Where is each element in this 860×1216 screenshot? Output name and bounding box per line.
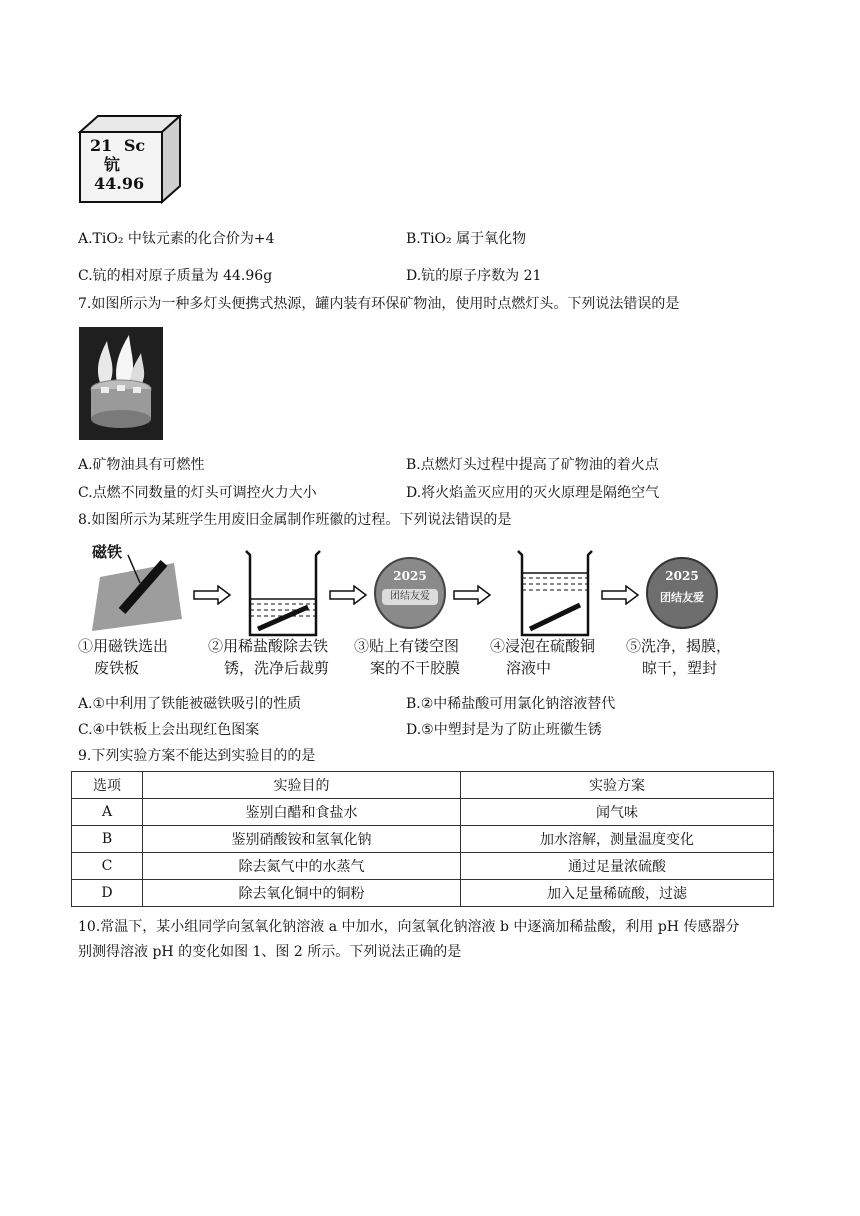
- magnet-label: 磁铁: [92, 543, 123, 561]
- finished-badge: 2025 团结友爱: [646, 557, 718, 629]
- atomic-mass: 44.96: [94, 174, 145, 193]
- q8-option-c: C.④中铁板上会出现红色图案: [78, 722, 260, 738]
- q8-option-a: A.①中利用了铁能被磁铁吸引的性质: [78, 696, 302, 712]
- q6-option-d: D.钪的原子序数为 21: [406, 268, 542, 284]
- q8-option-d: D.⑤中塑封是为了防止班徽生锈: [406, 722, 602, 738]
- beaker-copper-sulfate: [514, 547, 596, 639]
- step-1-label: ①用磁铁选出 废铁板: [78, 637, 169, 677]
- arrow-right-icon: [600, 585, 640, 605]
- beaker-hydrochloric-acid: [242, 547, 324, 639]
- q6-option-b: B.TiO₂ 属于氧化物: [406, 231, 527, 247]
- table-row: D 除去氧化铜中的铜粉 加入足量稀硫酸，过滤: [72, 880, 774, 907]
- atomic-number: 21: [90, 136, 113, 155]
- step-2-label: ②用稀盐酸除去铁 锈，洗净后裁剪: [208, 637, 330, 677]
- step-4-label: ④浸泡在硫酸铜 溶液中: [490, 637, 596, 677]
- arrow-right-icon: [452, 585, 492, 605]
- step-3-label: ③贴上有镂空图 案的不干胶膜: [354, 637, 461, 677]
- header-plan: 实验方案: [461, 772, 774, 799]
- q7-option-d: D.将火焰盖灭应用的灭火原理是隔绝空气: [406, 485, 660, 501]
- q9-stem: 9.下列实验方案不能达到实验目的的是: [78, 748, 316, 764]
- element-symbol: Sc: [123, 136, 146, 155]
- header-purpose: 实验目的: [143, 772, 461, 799]
- table-header-row: [72, 772, 774, 799]
- badge-process-diagram: [78, 537, 778, 683]
- q8-option-b: B.②中稀盐酸可用氯化钠溶液替代: [406, 696, 616, 712]
- burner-photo: [79, 327, 163, 440]
- q7-stem: 7.如图所示为一种多灯头便携式热源，罐内装有环保矿物油，使用时点燃灯头。下列说法错误的是: [78, 296, 680, 312]
- table-row: B 鉴别硝酸铵和氢氧化钠 加水溶解，测量温度变化: [72, 826, 774, 853]
- step-5-label: ⑤洗净，揭膜， 晾干，塑封: [626, 637, 732, 677]
- arrow-right-icon: [192, 585, 232, 605]
- q6-option-a: A.TiO₂ 中钛元素的化合价为+4: [78, 231, 275, 247]
- element-card-image: [78, 112, 182, 204]
- q10-stem-line2: 别测得溶液 pH 的变化如图 1、图 2 所示。下列说法正确的是: [78, 944, 462, 960]
- q10-stem-line1: 10.常温下，某小组同学向氢氧化钠溶液 a 中加水，向氢氧化钠溶液 b 中逐滴加稀盐酸，利用 pH 传感器分: [78, 919, 740, 935]
- element-name: 钪: [104, 155, 121, 174]
- experiment-table: [71, 771, 774, 907]
- q7-option-a: A.矿物油具有可燃性: [78, 457, 205, 473]
- badge-with-film: 2025 团结友爱: [374, 557, 446, 629]
- header-option: 选项: [72, 772, 143, 799]
- arrow-right-icon: [328, 585, 368, 605]
- table-row: A 鉴别白醋和食盐水 闻气味: [72, 799, 774, 826]
- q6-option-c: C.钪的相对原子质量为 44.96g: [78, 268, 273, 284]
- q7-option-c: C.点燃不同数量的灯头可调控火力大小: [78, 485, 317, 501]
- q7-option-b: B.点燃灯头过程中提高了矿物油的着火点: [406, 457, 659, 473]
- table-row: C 除去氮气中的水蒸气 通过足量浓硫酸: [72, 853, 774, 880]
- q8-stem: 8.如图所示为某班学生用废旧金属制作班徽的过程。下列说法错误的是: [78, 512, 512, 528]
